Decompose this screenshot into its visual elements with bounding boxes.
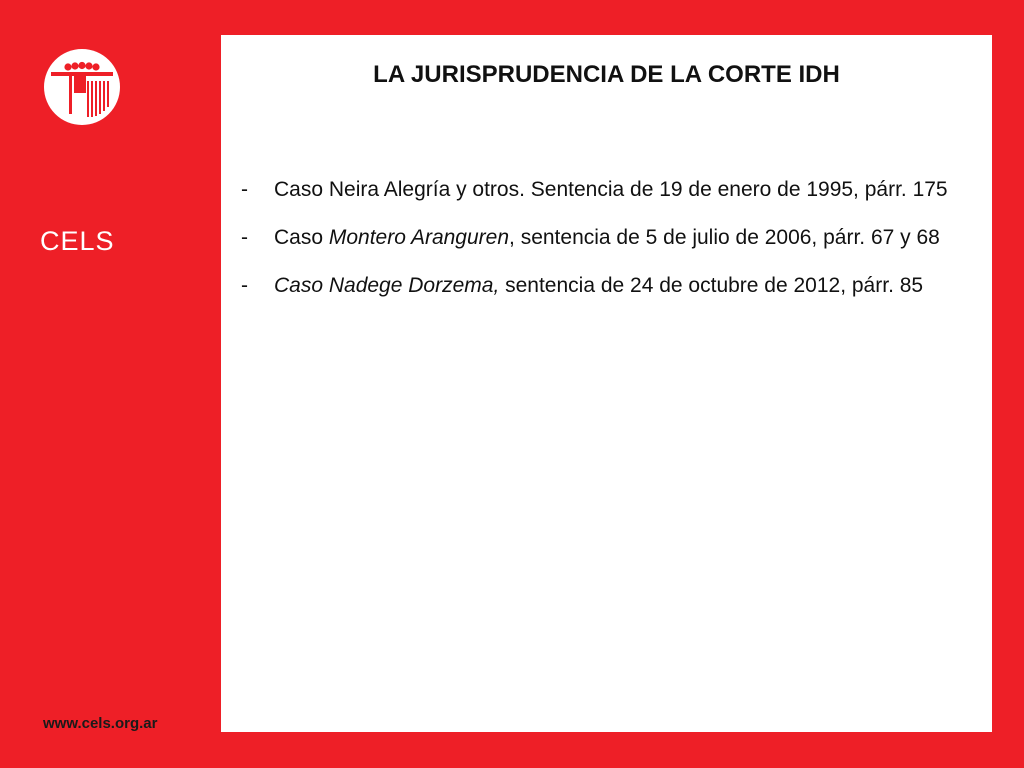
- case-detail: sentencia de 24 de octubre de 2012, párr. 85: [499, 274, 924, 297]
- brand-name: CELS: [40, 226, 115, 256]
- case-name: Montero Aranguren: [328, 226, 510, 249]
- bullet-dash: -: [241, 178, 248, 201]
- case-item-montero-aranguren: [241, 221, 965, 255]
- case-item-neira-alegria: [241, 173, 965, 207]
- bullet-dash: -: [241, 274, 248, 297]
- slide-title: LA JURISPRUDENCIA DE LA CORTE IDH: [373, 61, 840, 88]
- case-list: [241, 173, 965, 317]
- bullet-dash: -: [241, 226, 248, 249]
- case-text: Caso: [274, 226, 329, 249]
- website-url: www.cels.org.ar: [43, 715, 158, 732]
- case-detail: , sentencia de 5 de julio de 2006, párr. 67 y 68: [509, 226, 940, 249]
- case-item-nadege-dorzema: [241, 269, 965, 303]
- case-text: Caso Neira Alegría y otros. Sentencia de 19 de enero de 1995, párr. 175: [274, 178, 948, 201]
- cels-logo-icon: [43, 48, 121, 126]
- case-name: Caso Nadege Dorzema,: [274, 274, 500, 297]
- content-panel: [221, 35, 992, 732]
